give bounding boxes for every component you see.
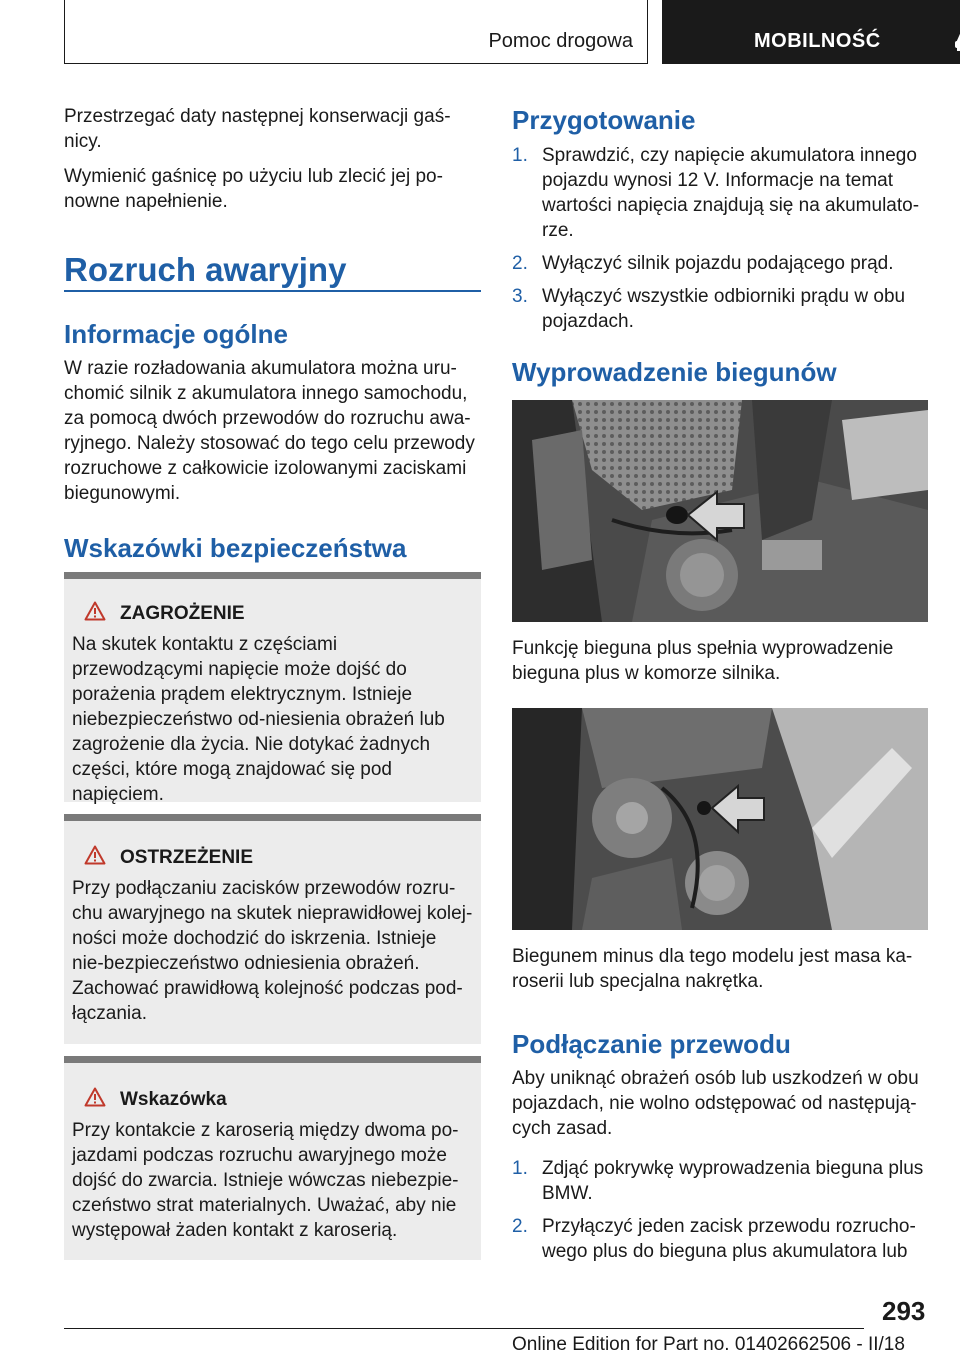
warning-text: Na skutek kontaktu z częściami przewodzącymi napięcie może dojść do porażenia prądem elektrycznym. Istnieje niebezpieczeństwo od-niesienia obrażeń lub zagrożenie dla życia. Nie dotykać żadnych części, które mogą znajdować się pod napięciem. — [72, 634, 445, 805]
intro-paragraph-2: Wymienić gaśnicę po użyciu lub zlecić jej po-nowne napełnienie. — [64, 166, 443, 212]
warning-text: Przy kontakcie z karoserią między dwoma po-jazdami podczas rozruchu awaryjnego może dojść do zwarcia. Istnieje wówczas niebezpie-czeństwo strat materialnych. Uważać, aby nie występował żaden kontakt z karoserią. — [72, 1120, 459, 1241]
page-number: 293 — [882, 1296, 926, 1326]
main-heading: Rozruch awaryjny — [64, 251, 347, 288]
list-item: 1. Zdjąć pokrywkę wyprowadzenia bieguna plus BMW. — [512, 1158, 924, 1204]
edition-label: Online Edition for Part no. 01402662506 - II/18 — [512, 1334, 905, 1355]
header-section-tab — [64, 0, 648, 64]
warning-triangle-icon — [84, 601, 106, 621]
warning-title: ZAGROŻENIE — [120, 603, 245, 624]
intro-paragraph-1: Przestrzegać daty następnej konserwacji gaś-nicy. — [64, 106, 451, 152]
car-icon — [952, 28, 960, 52]
photo-caption-negative: Biegunem minus dla tego modelu jest masa ka-roserii lub specjalna nakrętka. — [512, 946, 913, 992]
general-heading: Informacje ogólne — [64, 319, 288, 349]
warning-triangle-icon — [84, 845, 106, 865]
list-item: 3. Wyłączyć wszystkie odbiorniki prądu w obu pojazdach. — [512, 286, 906, 332]
preparation-steps — [512, 143, 928, 334]
list-item: 2. Wyłączyć silnik pojazdu podającego prąd. — [512, 253, 894, 274]
header-section-title: Pomoc drogowa — [488, 30, 633, 52]
warning-box-danger — [64, 572, 481, 805]
warning-text: Przy podłączaniu zacisków przewodów rozru-chu awaryjnego na skutek nieprawidłowej kolej-ności może dochodzić do iskrzenia. Istnieje nie-bezpieczeństwo odniesienia obrażeń. Zachować prawidłową kolejność podczas pod-łączania. — [72, 878, 473, 1024]
engine-bay-negative-photo — [512, 708, 928, 930]
general-paragraph: W razie rozładowania akumulatora można uru-chomić silnik z akumulatora innego samochodu, za pomocą dwóch przewodów do rozruchu awa-ryjnego. Należy stosować do tego celu przewody rozruchowe z całkowicie izolowanymi zaciskami biegunowymi. — [64, 358, 475, 504]
list-item: 2. Przyłączyć jeden zacisk przewodu rozrucho-wego plus do bieguna plus akumulatora lub — [512, 1216, 916, 1262]
warning-box-caution — [64, 814, 481, 1044]
warning-triangle-icon — [84, 1087, 106, 1107]
header-chapter-title: MOBILNOŚĆ — [754, 30, 881, 52]
footer-rule — [64, 1328, 864, 1329]
header-chapter-tab — [662, 0, 960, 64]
warning-box-notice — [64, 1056, 481, 1260]
photo-caption-positive: Funkcję bieguna plus spełnia wyprowadzenie bieguna plus w komorze silnika. — [512, 638, 894, 684]
warning-title: Wskazówka — [120, 1089, 227, 1110]
list-item: 1. Sprawdzić, czy napięcie akumulatora innego pojazdu wynosi 12 V. Informacje na temat wartości napięcia znajdują się na akumulato-rze. — [512, 145, 920, 241]
connect-paragraph: Aby uniknąć obrażeń osób lub uszkodzeń w obu pojazdach, nie wolno odstępować od następują-cych zasad. — [512, 1068, 919, 1139]
engine-bay-positive-photo — [512, 400, 928, 622]
preparation-heading: Przygotowanie — [512, 105, 696, 135]
warning-title: OSTRZEŻENIE — [120, 847, 254, 868]
connect-heading: Podłączanie przewodu — [512, 1029, 791, 1059]
heading-rule — [64, 290, 481, 292]
connect-steps — [512, 1156, 928, 1264]
terminals-heading: Wyprowadzenie biegunów — [512, 357, 837, 387]
safety-heading: Wskazówki bezpieczeństwa — [64, 533, 407, 563]
